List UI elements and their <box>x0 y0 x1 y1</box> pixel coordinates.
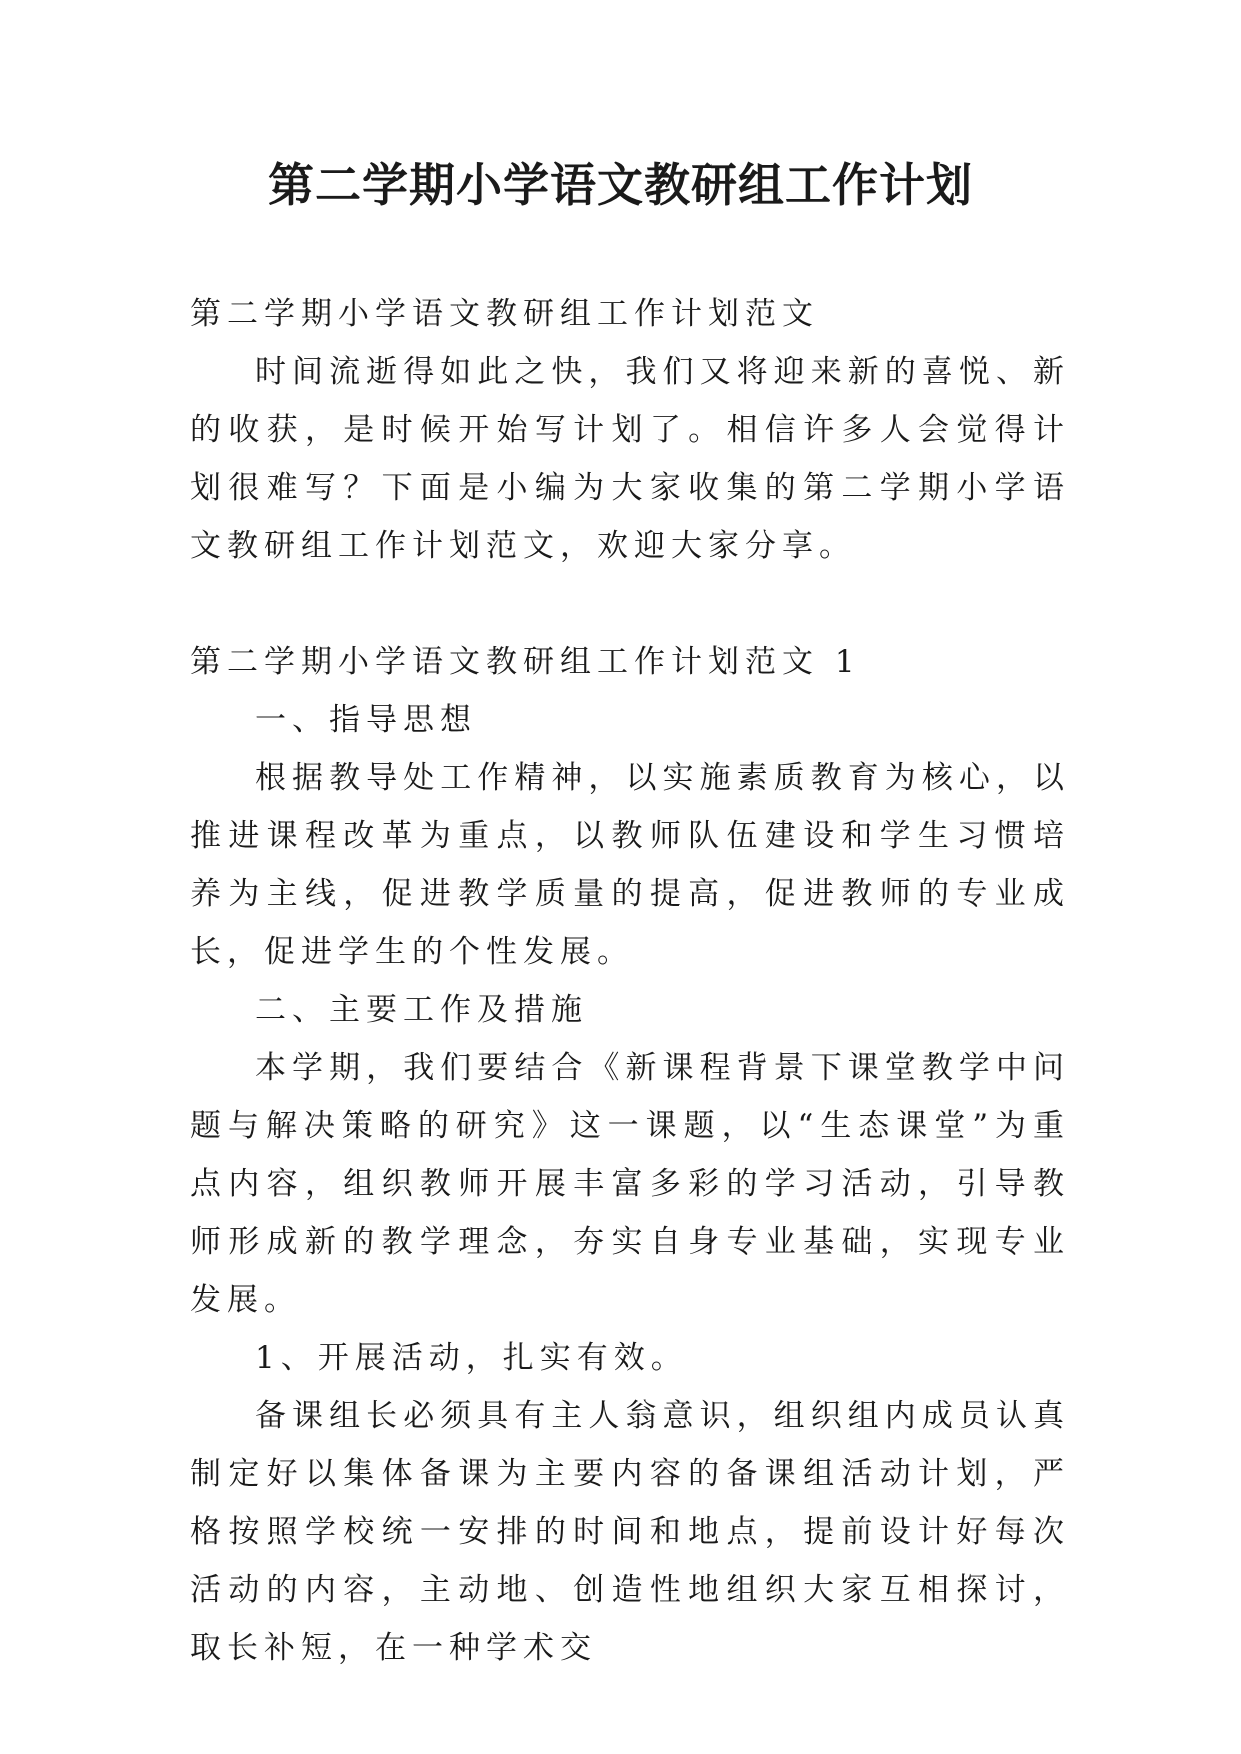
document-title: 第二学期小学语文教研组工作计划 <box>268 158 973 212</box>
heading-activities: 1、开展活动，扎实有效。 <box>255 1340 688 1376</box>
activities-paragraph: 备课组长必须具有主人翁意识，组织组内成员认真制定好以集体备课为主要内容的备课组活动计划，严格按照学校统一安排的时间和地点，提前设计好每次活动的内容，主动地、创造性地组织大家互相探讨，取长补短，在一种学术交 <box>190 1398 1070 1666</box>
heading-main-work: 二、主要工作及措施 <box>255 992 588 1028</box>
document-body <box>190 285 1070 1677</box>
heading-guiding-ideology: 一、指导思想 <box>255 702 477 738</box>
intro-paragraph: 时间流逝得如此之快，我们又将迎来新的喜悦、新的收获，是时候开始写计划了。相信许多人会觉得计划很难写？下面是小编为大家收集的第二学期小学语文教研组工作计划范文，欢迎大家分享。 <box>190 354 1070 564</box>
section-heading-sample-1: 第二学期小学语文教研组工作计划范文 1 <box>190 644 861 680</box>
guiding-ideology-paragraph: 根据教导处工作精神，以实施素质教育为核心，以推进课程改革为重点，以教师队伍建设和学生习惯培养为主线，促进教学质量的提高，促进教师的专业成长，促进学生的个性发展。 <box>190 760 1070 970</box>
section-heading-intro: 第二学期小学语文教研组工作计划范文 <box>190 296 819 332</box>
main-work-paragraph: 本学期，我们要结合《新课程背景下课堂教学中问题与解决策略的研究》这一课题，以“生态课堂”为重点内容，组织教师开展丰富多彩的学习活动，引导教师形成新的教学理念，夯实自身专业基础，实现专业发展。 <box>190 1050 1070 1318</box>
